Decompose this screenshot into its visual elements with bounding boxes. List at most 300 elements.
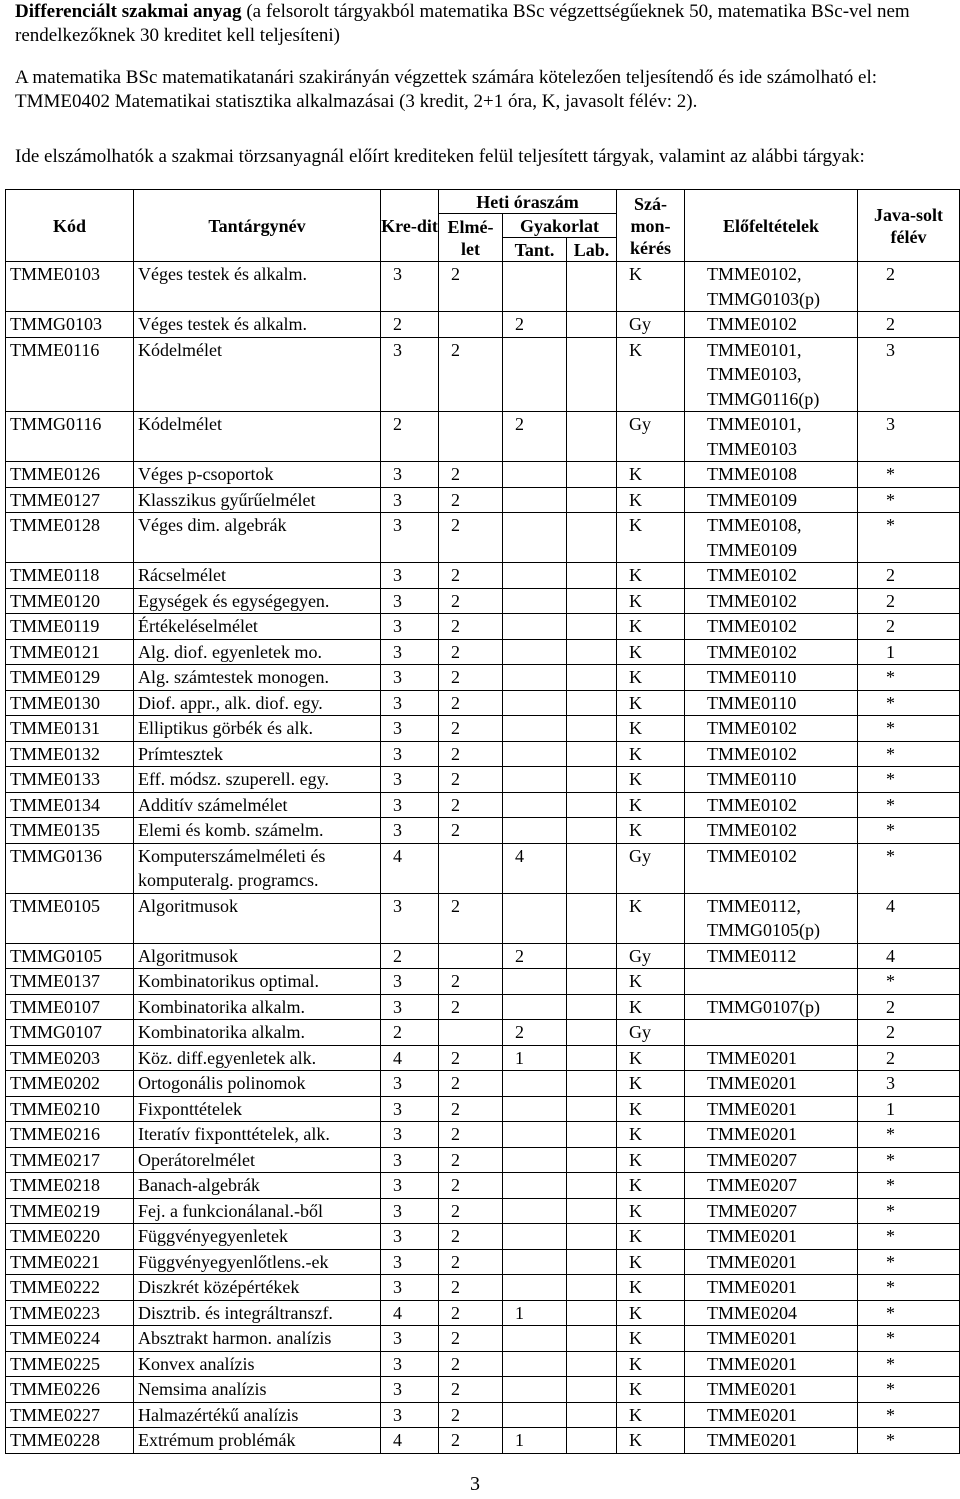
- credit-cell: 2: [381, 1020, 439, 1046]
- assessment-cell: K: [617, 1300, 685, 1326]
- prerequisites-cell: TMME0201: [685, 1122, 858, 1148]
- course-name-cell: Kódelmélet: [134, 412, 381, 462]
- lecture-hours-cell: 2: [439, 1326, 503, 1352]
- assessment-cell: K: [617, 513, 685, 563]
- lecture-hours-cell: 2: [439, 337, 503, 412]
- credit-cell: 3: [381, 1402, 439, 1428]
- lecture-hours-cell: 2: [439, 1300, 503, 1326]
- practice-hours-cell: [503, 818, 567, 844]
- suggested-semester-cell: *: [858, 513, 960, 563]
- suggested-semester-cell: *: [858, 1326, 960, 1352]
- mandatory-course-paragraph: A matematika BSc matematikatanári szakirányán végzettek számára kötelezően teljesítendő és ide számolható el: TMME0402 Matematikai statisztika alkalmazásai (3 kredit, 2+1 óra, K, javasolt félév: 2).: [15, 67, 878, 112]
- table-header: [6, 190, 960, 262]
- credit-cell: 2: [381, 312, 439, 338]
- course-code-cell: TMME0224: [6, 1326, 134, 1352]
- practice-hours-cell: [503, 1275, 567, 1301]
- lab-hours-cell: [567, 1122, 617, 1148]
- suggested-semester-cell: 2: [858, 1020, 960, 1046]
- suggested-semester-cell: *: [858, 767, 960, 793]
- lab-hours-cell: [567, 1096, 617, 1122]
- lab-hours-cell: [567, 1377, 617, 1403]
- table-row: [6, 969, 960, 995]
- table-row: [6, 412, 960, 462]
- course-code-cell: TMME0129: [6, 665, 134, 691]
- assessment-cell: K: [617, 614, 685, 640]
- table-row: [6, 639, 960, 665]
- course-name-cell: Alg. számtestek monogen.: [134, 665, 381, 691]
- assessment-cell: Gy: [617, 1020, 685, 1046]
- lecture-hours-cell: 2: [439, 563, 503, 589]
- practice-hours-cell: [503, 614, 567, 640]
- table-row: [6, 1326, 960, 1352]
- lab-hours-cell: [567, 1300, 617, 1326]
- course-code-cell: TMME0221: [6, 1249, 134, 1275]
- lab-hours-cell: [567, 262, 617, 312]
- suggested-semester-cell: *: [858, 1173, 960, 1199]
- lab-hours-cell: [567, 818, 617, 844]
- lecture-hours-cell: [439, 312, 503, 338]
- credit-cell: 3: [381, 487, 439, 513]
- assessment-cell: K: [617, 1275, 685, 1301]
- practice-hours-cell: [503, 1402, 567, 1428]
- prerequisites-cell: TMME0201: [685, 1428, 858, 1454]
- lecture-hours-cell: 2: [439, 690, 503, 716]
- practice-hours-cell: [503, 462, 567, 488]
- lecture-hours-cell: 2: [439, 741, 503, 767]
- lecture-hours-cell: 2: [439, 262, 503, 312]
- assessment-cell: Gy: [617, 412, 685, 462]
- header-tant: Tant.: [503, 238, 567, 262]
- course-code-cell: TMME0203: [6, 1045, 134, 1071]
- practice-hours-cell: [503, 716, 567, 742]
- practice-hours-cell: [503, 1071, 567, 1097]
- course-code-cell: TMME0223: [6, 1300, 134, 1326]
- eligible-courses-paragraph: Ide elszámolhatók a szakmai törzsanyagnál előírt krediteken felül teljesített tárgyak, valamint az alábbi tárgyak:: [15, 146, 865, 167]
- assessment-cell: K: [617, 792, 685, 818]
- lab-hours-cell: [567, 665, 617, 691]
- suggested-semester-cell: 2: [858, 588, 960, 614]
- practice-hours-cell: 1: [503, 1428, 567, 1454]
- practice-hours-cell: 1: [503, 1300, 567, 1326]
- lecture-hours-cell: 2: [439, 1071, 503, 1097]
- credit-cell: 3: [381, 792, 439, 818]
- practice-hours-cell: [503, 1096, 567, 1122]
- course-name-cell: Köz. diff.egyenletek alk.: [134, 1045, 381, 1071]
- header-szamonkeres: Szá-mon-kérés: [617, 190, 685, 262]
- lab-hours-cell: [567, 716, 617, 742]
- prerequisites-cell: TMME0108, TMME0109: [685, 513, 858, 563]
- table-row: [6, 1147, 960, 1173]
- assessment-cell: K: [617, 262, 685, 312]
- practice-hours-cell: [503, 690, 567, 716]
- lecture-hours-cell: 2: [439, 893, 503, 943]
- suggested-semester-cell: *: [858, 1275, 960, 1301]
- table-row: [6, 741, 960, 767]
- credit-cell: 3: [381, 741, 439, 767]
- lab-hours-cell: [567, 1147, 617, 1173]
- practice-hours-cell: 2: [503, 312, 567, 338]
- credit-cell: 3: [381, 639, 439, 665]
- practice-hours-cell: 4: [503, 843, 567, 893]
- practice-hours-cell: 2: [503, 1020, 567, 1046]
- course-name-cell: Egységek és egységegyen.: [134, 588, 381, 614]
- practice-hours-cell: [503, 1249, 567, 1275]
- table-body: [6, 262, 960, 1454]
- course-name-cell: Disztrib. és integráltranszf.: [134, 1300, 381, 1326]
- table-row: [6, 1224, 960, 1250]
- practice-hours-cell: [503, 513, 567, 563]
- prerequisites-cell: TMME0102: [685, 741, 858, 767]
- lecture-hours-cell: 2: [439, 1122, 503, 1148]
- prerequisites-cell: TMME0112: [685, 943, 858, 969]
- assessment-cell: K: [617, 1071, 685, 1097]
- table-row: [6, 665, 960, 691]
- lecture-hours-cell: 2: [439, 792, 503, 818]
- prerequisites-cell: [685, 1020, 858, 1046]
- practice-hours-cell: [503, 893, 567, 943]
- prerequisites-cell: TMME0109: [685, 487, 858, 513]
- lab-hours-cell: [567, 690, 617, 716]
- practice-hours-cell: [503, 969, 567, 995]
- course-code-cell: TMME0137: [6, 969, 134, 995]
- credit-cell: 3: [381, 1249, 439, 1275]
- table-row: [6, 1020, 960, 1046]
- header-elofeltetelek: Előfeltételek: [685, 190, 858, 262]
- assessment-cell: K: [617, 462, 685, 488]
- lab-hours-cell: [567, 1275, 617, 1301]
- table-row: [6, 792, 960, 818]
- prerequisites-cell: TMME0102: [685, 614, 858, 640]
- prerequisites-cell: TMME0110: [685, 690, 858, 716]
- lecture-hours-cell: [439, 843, 503, 893]
- course-name-cell: Kombinatorikus optimal.: [134, 969, 381, 995]
- suggested-semester-cell: 2: [858, 994, 960, 1020]
- course-code-cell: TMME0220: [6, 1224, 134, 1250]
- suggested-semester-cell: 2: [858, 563, 960, 589]
- prerequisites-cell: TMME0102: [685, 716, 858, 742]
- course-name-cell: Kombinatorika alkalm.: [134, 994, 381, 1020]
- section-heading-paragraph: [15, 0, 950, 48]
- course-code-cell: TMME0130: [6, 690, 134, 716]
- assessment-cell: K: [617, 1045, 685, 1071]
- prerequisites-cell: TMME0112, TMMG0105(p): [685, 893, 858, 943]
- lab-hours-cell: [567, 969, 617, 995]
- credit-cell: 3: [381, 716, 439, 742]
- course-code-cell: TMME0132: [6, 741, 134, 767]
- prerequisites-cell: TMME0207: [685, 1147, 858, 1173]
- assessment-cell: K: [617, 1198, 685, 1224]
- course-name-cell: Ortogonális polinomok: [134, 1071, 381, 1097]
- course-code-cell: TMME0134: [6, 792, 134, 818]
- lecture-hours-cell: 2: [439, 1198, 503, 1224]
- prerequisites-cell: TMME0102: [685, 588, 858, 614]
- lecture-hours-cell: 2: [439, 588, 503, 614]
- course-code-cell: TMME0226: [6, 1377, 134, 1403]
- table-row: [6, 1198, 960, 1224]
- practice-hours-cell: 2: [503, 412, 567, 462]
- lab-hours-cell: [567, 412, 617, 462]
- lab-hours-cell: [567, 843, 617, 893]
- course-name-cell: Értékeléselmélet: [134, 614, 381, 640]
- lecture-hours-cell: [439, 943, 503, 969]
- prerequisites-cell: TMME0201: [685, 1071, 858, 1097]
- suggested-semester-cell: *: [858, 1249, 960, 1275]
- header-kredit: Kre-dit: [381, 190, 439, 262]
- lab-hours-cell: [567, 563, 617, 589]
- assessment-cell: K: [617, 767, 685, 793]
- course-code-cell: TMME0121: [6, 639, 134, 665]
- course-code-cell: TMME0228: [6, 1428, 134, 1454]
- assessment-cell: K: [617, 893, 685, 943]
- credit-cell: 3: [381, 1275, 439, 1301]
- credit-cell: 3: [381, 588, 439, 614]
- course-name-cell: Függvényegyenletek: [134, 1224, 381, 1250]
- practice-hours-cell: [503, 1122, 567, 1148]
- practice-hours-cell: [503, 337, 567, 412]
- credit-cell: 4: [381, 1428, 439, 1454]
- practice-hours-cell: [503, 741, 567, 767]
- lab-hours-cell: [567, 1045, 617, 1071]
- prerequisites-cell: TMME0201: [685, 1377, 858, 1403]
- course-name-cell: Algoritmusok: [134, 943, 381, 969]
- suggested-semester-cell: *: [858, 462, 960, 488]
- lecture-hours-cell: 2: [439, 994, 503, 1020]
- table-row: [6, 1428, 960, 1454]
- suggested-semester-cell: *: [858, 665, 960, 691]
- prerequisites-cell: TMME0108: [685, 462, 858, 488]
- practice-hours-cell: [503, 1173, 567, 1199]
- assessment-cell: Gy: [617, 312, 685, 338]
- lecture-hours-cell: 2: [439, 513, 503, 563]
- course-code-cell: TMME0120: [6, 588, 134, 614]
- credit-cell: 3: [381, 1198, 439, 1224]
- suggested-semester-cell: *: [858, 969, 960, 995]
- table-row: [6, 1377, 960, 1403]
- suggested-semester-cell: *: [858, 716, 960, 742]
- course-name-cell: Additív számelmélet: [134, 792, 381, 818]
- practice-hours-cell: [503, 262, 567, 312]
- header-kod: Kód: [6, 190, 134, 262]
- assessment-cell: K: [617, 639, 685, 665]
- suggested-semester-cell: *: [858, 1198, 960, 1224]
- credit-cell: 4: [381, 1300, 439, 1326]
- table-row: [6, 1275, 960, 1301]
- prerequisites-cell: TMME0201: [685, 1249, 858, 1275]
- lecture-hours-cell: 2: [439, 1147, 503, 1173]
- prerequisites-cell: TMME0204: [685, 1300, 858, 1326]
- prerequisites-cell: TMME0102, TMMG0103(p): [685, 262, 858, 312]
- assessment-cell: K: [617, 1326, 685, 1352]
- course-name-cell: Extrémum problémák: [134, 1428, 381, 1454]
- prerequisites-cell: TMME0201: [685, 1045, 858, 1071]
- lab-hours-cell: [567, 741, 617, 767]
- credit-cell: 3: [381, 969, 439, 995]
- practice-hours-cell: 2: [503, 943, 567, 969]
- practice-hours-cell: [503, 563, 567, 589]
- table-row: [6, 262, 960, 312]
- prerequisites-cell: TMME0101, TMME0103: [685, 412, 858, 462]
- table-row: [6, 563, 960, 589]
- table-row: [6, 1402, 960, 1428]
- credit-cell: 3: [381, 818, 439, 844]
- table-row: [6, 994, 960, 1020]
- course-code-cell: TMME0116: [6, 337, 134, 412]
- suggested-semester-cell: 2: [858, 614, 960, 640]
- table-row: [6, 588, 960, 614]
- table-row: [6, 337, 960, 412]
- suggested-semester-cell: *: [858, 690, 960, 716]
- course-name-cell: Rácselmélet: [134, 563, 381, 589]
- assessment-cell: K: [617, 690, 685, 716]
- course-name-cell: Kódelmélet: [134, 337, 381, 412]
- table-row: [6, 1249, 960, 1275]
- credit-cell: 3: [381, 1096, 439, 1122]
- lab-hours-cell: [567, 487, 617, 513]
- lab-hours-cell: [567, 1071, 617, 1097]
- practice-hours-cell: [503, 487, 567, 513]
- prerequisites-cell: TMME0110: [685, 767, 858, 793]
- assessment-cell: K: [617, 1428, 685, 1454]
- section-heading: Differenciált szakmai anyag: [15, 1, 242, 22]
- course-code-cell: TMME0126: [6, 462, 134, 488]
- header-lab: Lab.: [567, 238, 617, 262]
- prerequisites-cell: [685, 969, 858, 995]
- practice-hours-cell: [503, 1147, 567, 1173]
- credit-cell: 3: [381, 1071, 439, 1097]
- prerequisites-cell: TMME0102: [685, 639, 858, 665]
- credit-cell: 2: [381, 943, 439, 969]
- course-name-cell: Diof. appr., alk. diof. egy.: [134, 690, 381, 716]
- credit-cell: 3: [381, 767, 439, 793]
- prerequisites-cell: TMME0102: [685, 312, 858, 338]
- lab-hours-cell: [567, 1173, 617, 1199]
- course-name-cell: Véges p-csoportok: [134, 462, 381, 488]
- table-row: [6, 1351, 960, 1377]
- practice-hours-cell: [503, 767, 567, 793]
- lecture-hours-cell: 2: [439, 1096, 503, 1122]
- table-row: [6, 312, 960, 338]
- course-code-cell: TMME0118: [6, 563, 134, 589]
- credit-cell: 2: [381, 412, 439, 462]
- practice-hours-cell: [503, 1326, 567, 1352]
- table-row: [6, 513, 960, 563]
- course-name-cell: Prímtesztek: [134, 741, 381, 767]
- lab-hours-cell: [567, 337, 617, 412]
- prerequisites-cell: TMME0207: [685, 1198, 858, 1224]
- table-row: [6, 462, 960, 488]
- suggested-semester-cell: *: [858, 818, 960, 844]
- practice-hours-cell: [503, 1198, 567, 1224]
- prerequisites-cell: TMME0201: [685, 1402, 858, 1428]
- table-row: [6, 1173, 960, 1199]
- prerequisites-cell: TMMG0107(p): [685, 994, 858, 1020]
- prerequisites-cell: TMME0207: [685, 1173, 858, 1199]
- suggested-semester-cell: 4: [858, 943, 960, 969]
- credit-cell: 3: [381, 1224, 439, 1250]
- credit-cell: 3: [381, 337, 439, 412]
- credit-cell: 3: [381, 1377, 439, 1403]
- table-row: [6, 818, 960, 844]
- assessment-cell: K: [617, 1096, 685, 1122]
- suggested-semester-cell: *: [858, 1428, 960, 1454]
- course-name-cell: Fej. a funkcionálanal.-ből: [134, 1198, 381, 1224]
- lecture-hours-cell: 2: [439, 1045, 503, 1071]
- page-number: 3: [470, 1473, 480, 1495]
- lecture-hours-cell: 2: [439, 1351, 503, 1377]
- course-code-cell: TMME0127: [6, 487, 134, 513]
- assessment-cell: K: [617, 994, 685, 1020]
- suggested-semester-cell: *: [858, 1147, 960, 1173]
- assessment-cell: K: [617, 716, 685, 742]
- suggested-semester-cell: *: [858, 1402, 960, 1428]
- suggested-semester-cell: *: [858, 741, 960, 767]
- assessment-cell: K: [617, 1249, 685, 1275]
- course-code-cell: TMME0133: [6, 767, 134, 793]
- course-name-cell: Operátorelmélet: [134, 1147, 381, 1173]
- suggested-semester-cell: 2: [858, 262, 960, 312]
- practice-hours-cell: [503, 792, 567, 818]
- assessment-cell: K: [617, 1122, 685, 1148]
- lab-hours-cell: [567, 893, 617, 943]
- header-javasolt-felev: Java-solt félév: [858, 190, 960, 262]
- table-row: [6, 1096, 960, 1122]
- assessment-cell: K: [617, 487, 685, 513]
- course-code-cell: TMMG0116: [6, 412, 134, 462]
- course-name-cell: Iteratív fixponttételek, alk.: [134, 1122, 381, 1148]
- course-name-cell: Függvényegyenlőtlens.-ek: [134, 1249, 381, 1275]
- course-name-cell: Véges testek és alkalm.: [134, 262, 381, 312]
- course-code-cell: TMME0202: [6, 1071, 134, 1097]
- suggested-semester-cell: 3: [858, 412, 960, 462]
- header-heti-oraszam: Heti óraszám: [439, 190, 617, 214]
- practice-hours-cell: [503, 994, 567, 1020]
- assessment-cell: K: [617, 1402, 685, 1428]
- assessment-cell: K: [617, 665, 685, 691]
- course-code-cell: TMME0131: [6, 716, 134, 742]
- lecture-hours-cell: 2: [439, 614, 503, 640]
- lecture-hours-cell: [439, 1020, 503, 1046]
- course-code-cell: TMMG0136: [6, 843, 134, 893]
- lab-hours-cell: [567, 312, 617, 338]
- credit-cell: 4: [381, 843, 439, 893]
- course-code-cell: TMME0103: [6, 262, 134, 312]
- table-row: [6, 487, 960, 513]
- lecture-hours-cell: 2: [439, 1402, 503, 1428]
- suggested-semester-cell: *: [858, 1300, 960, 1326]
- lab-hours-cell: [567, 513, 617, 563]
- practice-hours-cell: [503, 588, 567, 614]
- course-table: [5, 189, 960, 1454]
- table-row: [6, 767, 960, 793]
- course-name-cell: Elliptikus görbék és alk.: [134, 716, 381, 742]
- suggested-semester-cell: 3: [858, 1071, 960, 1097]
- lecture-hours-cell: 2: [439, 1173, 503, 1199]
- practice-hours-cell: 1: [503, 1045, 567, 1071]
- course-name-cell: Absztrakt harmon. analízis: [134, 1326, 381, 1352]
- course-name-cell: Kombinatorika alkalm.: [134, 1020, 381, 1046]
- course-name-cell: Halmazértékű analízis: [134, 1402, 381, 1428]
- credit-cell: 3: [381, 1122, 439, 1148]
- table-row: [6, 690, 960, 716]
- assessment-cell: K: [617, 1173, 685, 1199]
- credit-cell: 3: [381, 614, 439, 640]
- assessment-cell: K: [617, 563, 685, 589]
- header-elmelet: Elmé-let: [439, 214, 503, 262]
- assessment-cell: K: [617, 1224, 685, 1250]
- course-code-cell: TMME0222: [6, 1275, 134, 1301]
- prerequisites-cell: TMME0201: [685, 1096, 858, 1122]
- lab-hours-cell: [567, 994, 617, 1020]
